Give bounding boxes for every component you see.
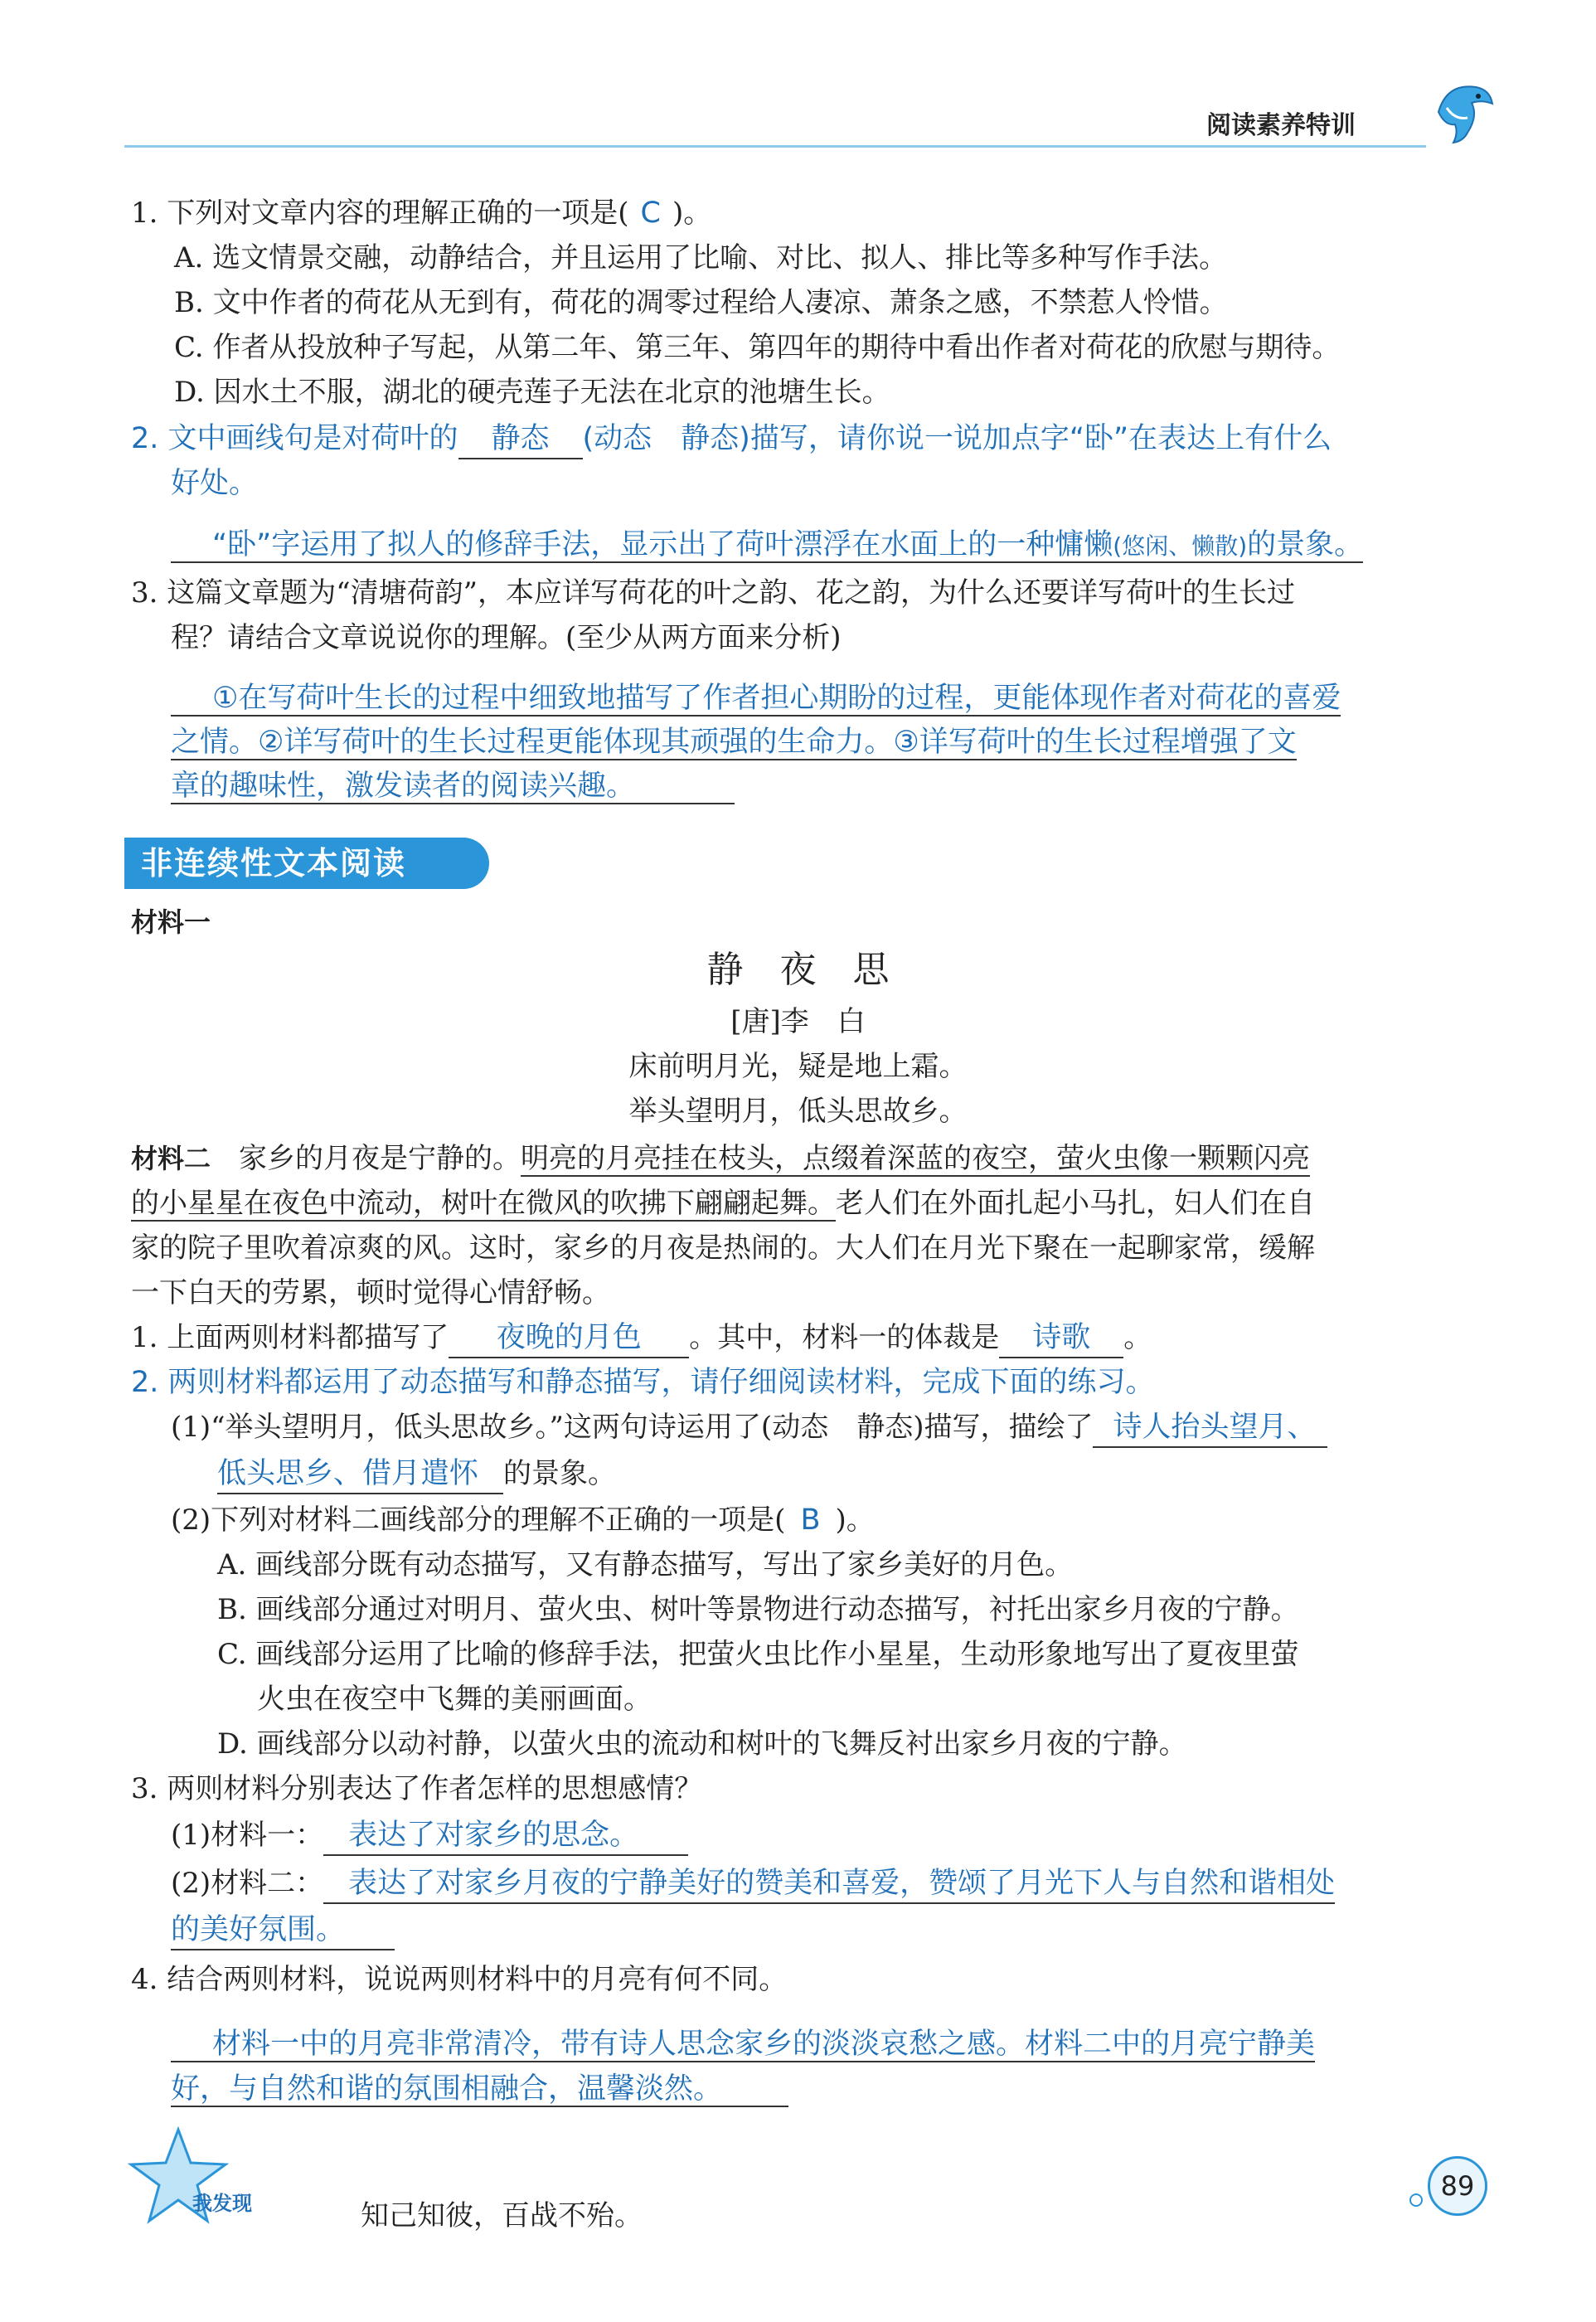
q2-blank: 静态 bbox=[458, 420, 583, 459]
material2-line-1: 材料二 家乡的月夜是宁静的。明亮的月亮挂在枝头，点缀着深蓝的夜空，萤火虫像一颗颗闪亮 bbox=[131, 1142, 1311, 1175]
mq3-sub2-cont bbox=[171, 1907, 395, 1952]
q3-answer-1: ①在写荷叶生长的过程中细致地描写了作者担心期盼的过程，更能体现作者对荷花的喜爱 bbox=[171, 676, 1341, 721]
q3-answer-3: 章的趣味性，激发读者的阅读兴趣。 bbox=[171, 764, 735, 809]
material1-label: 材料一 bbox=[131, 906, 211, 938]
q1-option-b: B. 文中作者的荷花从无到有，荷花的凋零过程给人凄凉、萧条之感，不禁惹人怜惜。 bbox=[174, 286, 1228, 319]
q2-stem: 2. 文中画线句是对荷叶的 静态 (动态 静态)描写，请你说一说加点字“卧”在表达上有什么 bbox=[131, 416, 1332, 461]
mq2-sub2-answer: B bbox=[800, 1503, 821, 1537]
mq1: 1. 上面两则材料都描写了 夜晚的月色 。其中，材料一的体裁是 诗歌 。 bbox=[131, 1315, 1152, 1360]
mq2-sub1: (1)“举头望明月，低头思故乡。”这两句诗运用了(动态 静态)描写，描绘了 诗人抬头望月、 bbox=[171, 1405, 1327, 1450]
footer-quote: 知己知彼，百战不殆。 bbox=[361, 2199, 643, 2232]
poem-line-1: 床前明月光，疑是地上霜。 bbox=[628, 1050, 968, 1083]
material2-line-4: 一下白天的劳累，顿时觉得心情舒畅。 bbox=[131, 1276, 610, 1309]
q3-stem-1: 3. 这篇文章题为“清塘荷韵”，本应详写荷花的叶之韵、花之韵，为什么还要详写荷叶的生长过 bbox=[131, 576, 1296, 610]
mq2-sub1-blank-2: 低头思乡、借月遣怀 bbox=[217, 1455, 503, 1494]
poem-author: [唐]李 白 bbox=[730, 1005, 866, 1038]
mq2-sub1-cont: 低头思乡、借月遣怀 的景象。 bbox=[217, 1451, 616, 1496]
material2-line-2: 的小星星在夜色中流动，树叶在微风的吹拂下翩翩起舞。老人们在外面扎起小马扎，妇人们在自 bbox=[131, 1187, 1315, 1220]
mq2-stem: 2. 两则材料都运用了动态描写和静态描写，请仔细阅读材料，完成下面的练习。 bbox=[131, 1366, 1155, 1399]
mq3-sub1-answer: 表达了对家乡的思念。 bbox=[323, 1816, 688, 1856]
q3-stem-2: 程？请结合文章说说你的理解。(至少从两方面来分析) bbox=[171, 621, 842, 654]
header-divider bbox=[124, 145, 1426, 148]
mq2-option-c: C. 画线部分运用了比喻的修辞手法，把萤火虫比作小星星，生动形象地写出了夏夜里萤 bbox=[217, 1638, 1299, 1671]
q2-answer: “卧”字运用了拟人的修辞手法，显示出了荷叶漂浮在水面上的一种慵懒(悠闲、懒散)的景象。 bbox=[171, 522, 1363, 569]
footer-badge: 我发现 bbox=[192, 2192, 252, 2215]
page-number: 89 bbox=[1428, 2156, 1487, 2216]
decor-dot bbox=[1409, 2193, 1423, 2207]
mq3-sub1: (1)材料一： 表达了对家乡的思念。 bbox=[171, 1813, 688, 1858]
mq3-stem: 3. 两则材料分别表达了作者怎样的思想感情？ bbox=[131, 1772, 703, 1805]
poem-line-2: 举头望明月，低头思故乡。 bbox=[628, 1095, 968, 1128]
header-title: 阅读素养特训 bbox=[1206, 111, 1356, 140]
q1-option-c: C. 作者从投放种子写起，从第二年、第三年、第四年的期待中看出作者对荷花的欣慰与期待。 bbox=[174, 331, 1341, 364]
q1-option-d: D. 因水土不服，湖北的硬壳莲子无法在北京的池塘生长。 bbox=[174, 376, 890, 409]
mq2-option-b: B. 画线部分通过对明月、萤火虫、树叶等景物进行动态描写，衬托出家乡月夜的宁静。 bbox=[217, 1593, 1299, 1626]
q2-stem-2: 好处。 bbox=[171, 467, 259, 500]
section-title: 非连续性文本阅读 bbox=[124, 838, 489, 889]
mq4-answer-2: 好，与自然和谐的氛围相融合，温馨淡然。 bbox=[171, 2067, 788, 2111]
mq3-sub2-answer-1: 表达了对家乡月夜的宁静美好的赞美和喜爱，赞颂了月光下人与自然和谐相处 bbox=[323, 1864, 1335, 1904]
mq4-answer-1: 材料一中的月亮非常清冷，带有诗人思念家乡的淡淡哀愁之感。材料二中的月亮宁静美 bbox=[171, 2022, 1315, 2067]
mq1-blank-1: 夜晚的月色 bbox=[449, 1319, 689, 1358]
dolphin-icon bbox=[1430, 75, 1497, 149]
q1-stem: 1. 下列对文章内容的理解正确的一项是( C )。 bbox=[131, 197, 712, 230]
mq3-sub2-answer-2: 的美好氛围。 bbox=[171, 1911, 395, 1950]
mq3-sub2: (2)材料二： 表达了对家乡月夜的宁静美好的赞美和喜爱，赞颂了月光下人与自然和谐相处 bbox=[171, 1861, 1335, 1906]
q1-option-a: A. 选文情景交融，动静结合，并且运用了比喻、对比、拟人、排比等多种写作手法。 bbox=[174, 241, 1228, 274]
poem-title: 静 夜 思 bbox=[706, 949, 890, 991]
material2-line-3: 家的院子里吹着凉爽的风。这时，家乡的月夜是热闹的。大人们在月光下聚在一起聊家常，缓解 bbox=[131, 1231, 1315, 1265]
mq2-option-a: A. 画线部分既有动态描写，又有静态描写，写出了家乡美好的月色。 bbox=[217, 1548, 1074, 1581]
mq1-blank-2: 诗歌 bbox=[999, 1319, 1123, 1358]
q3-answer-2: 之情。②详写荷叶的生长过程更能体现其顽强的生命力。③详写荷叶的生长过程增强了文 bbox=[171, 726, 1297, 759]
mq2-sub2: (2)下列对材料二画线部分的理解不正确的一项是( B )。 bbox=[171, 1503, 875, 1537]
mq2-sub1-blank-1: 诗人抬头望月、 bbox=[1093, 1408, 1327, 1448]
q1-answer: C bbox=[640, 197, 661, 230]
mq2-option-c-cont: 火虫在夜空中飞舞的美丽画面。 bbox=[257, 1683, 652, 1716]
mq4-stem: 4. 结合两则材料，说说两则材料中的月亮有何不同。 bbox=[131, 1963, 788, 1996]
mq2-option-d: D. 画线部分以动衬静，以萤火虫的流动和树叶的飞舞反衬出家乡月夜的宁静。 bbox=[217, 1727, 1187, 1761]
